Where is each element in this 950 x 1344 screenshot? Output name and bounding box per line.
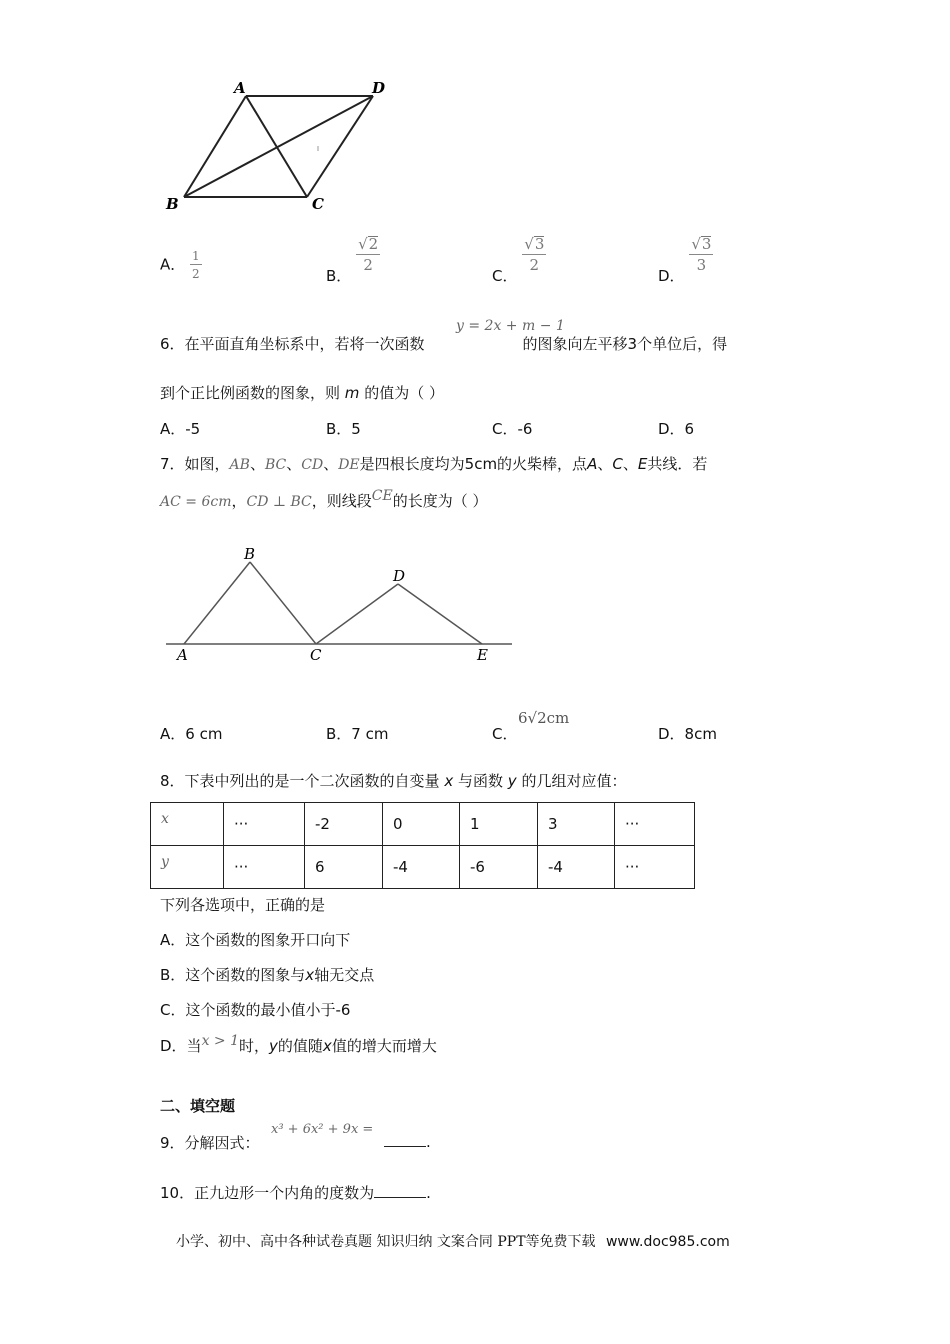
q6-option-d[interactable]: D．6 [658,420,695,438]
point-label-b: B [244,545,256,563]
point-label-d: D [393,567,406,585]
q8-option-b[interactable]: B．这个函数的图象与x轴无交点 [160,966,375,984]
q7-option-a[interactable]: A．6 cm [160,725,223,743]
point-label-a: A [177,646,188,664]
table-cell: ··· [615,846,695,889]
table-cell: y [151,846,224,889]
table-cell: -4 [538,846,615,889]
q9: 9．分解因式： [160,1134,260,1152]
table-row [151,846,695,889]
q8-option-c[interactable]: C．这个函数的最小值小于-6 [160,1001,351,1019]
table-cell: -6 [460,846,538,889]
table-cell: 1 [460,803,538,846]
point-label-c: C [310,646,322,664]
option-letter: A． [160,255,186,274]
table-cell: ··· [615,803,695,846]
footer-text: 小学、初中、高中各种试卷真题 知识归纳 文案合同 PPT等免费下载 [176,1234,596,1250]
table-cell: -2 [305,803,383,846]
table-cell: ··· [224,846,305,889]
fraction: $\frac{√2}{2}$ [358,235,379,274]
q7-option-d[interactable]: D．8cm [658,725,717,743]
value-table [150,802,695,889]
q6-line1: 6．在平面直角坐标系中，若将一次函数 的图象向左平移3个单位后，得 [160,335,728,353]
q5-option-a[interactable] [160,250,202,280]
table-cell: -4 [383,846,460,889]
q7-option-c-math: 6√2cm [518,709,570,727]
q8-prompt: 下列各选项中，正确的是 [160,896,326,914]
answer-blank[interactable] [374,1183,426,1198]
table-cell: 6 [305,846,383,889]
q6-line2: 到个正比例函数的图象，则 m 的值为（ ） [160,384,444,402]
table-cell: ··· [224,803,305,846]
footer-link[interactable]: www.doc985.com [605,1234,730,1250]
vertex-label-a: A [234,79,246,97]
table-cell: 0 [383,803,460,846]
fraction: $\frac{1}{2}$ [192,249,200,281]
q8-stem: 8．下表中列出的是一个二次函数的自变量 x 与函数 y 的几组对应值： [160,772,627,790]
option-letter: B． [326,267,352,285]
section-heading: 二、填空题 [160,1097,236,1115]
option-letter: D． [658,267,685,285]
option-letter: C． [492,267,518,285]
vertex-label-d: D [372,79,386,97]
vertex-label-b: B [166,195,179,213]
rhombus-figure [160,75,400,220]
q5-option-c[interactable] [492,235,546,285]
q6-formula: y = 2x + m − 1 [456,318,565,334]
q6-option-c[interactable]: C．-6 [492,420,533,438]
q10: 10．正九边形一个内角的度数为 . [160,1184,431,1202]
table-cell: 3 [538,803,615,846]
table-cell: x [151,803,224,846]
q6-option-a[interactable]: A．-5 [160,420,201,438]
q9-answer-blank[interactable]: . [384,1132,431,1151]
q7-line2: AC = 6cm，CD ⊥ BC，则线段CE的长度为（ ） [160,488,488,510]
q9-formula: x³ + 6x² + 9x = [271,1122,374,1137]
fraction: $\frac{√3}{3}$ [691,235,712,274]
fraction: $\frac{√3}{2}$ [524,235,545,274]
point-label-e: E [477,646,488,664]
q8-option-a[interactable]: A．这个函数的图象开口向下 [160,931,351,949]
q8-option-d[interactable]: D．当x > 1时，y的值随x值的增大而增大 [160,1033,437,1055]
q7-line1: 7．如图，AB、BC、CD、DE是四根长度均为5cm的火柴棒，点A、C、E共线．若 [160,455,708,473]
vertex-label-c: C [312,195,324,213]
q5-option-d[interactable] [658,235,713,285]
q6-option-b[interactable]: B．5 [326,420,361,438]
matchstick-figure [160,540,520,665]
table-row [151,803,695,846]
footer [176,1231,730,1251]
q7-option-c[interactable]: C． [492,725,518,743]
answer-blank[interactable] [384,1132,426,1147]
q5-option-b[interactable] [326,235,380,285]
q7-option-b[interactable]: B．7 cm [326,725,389,743]
